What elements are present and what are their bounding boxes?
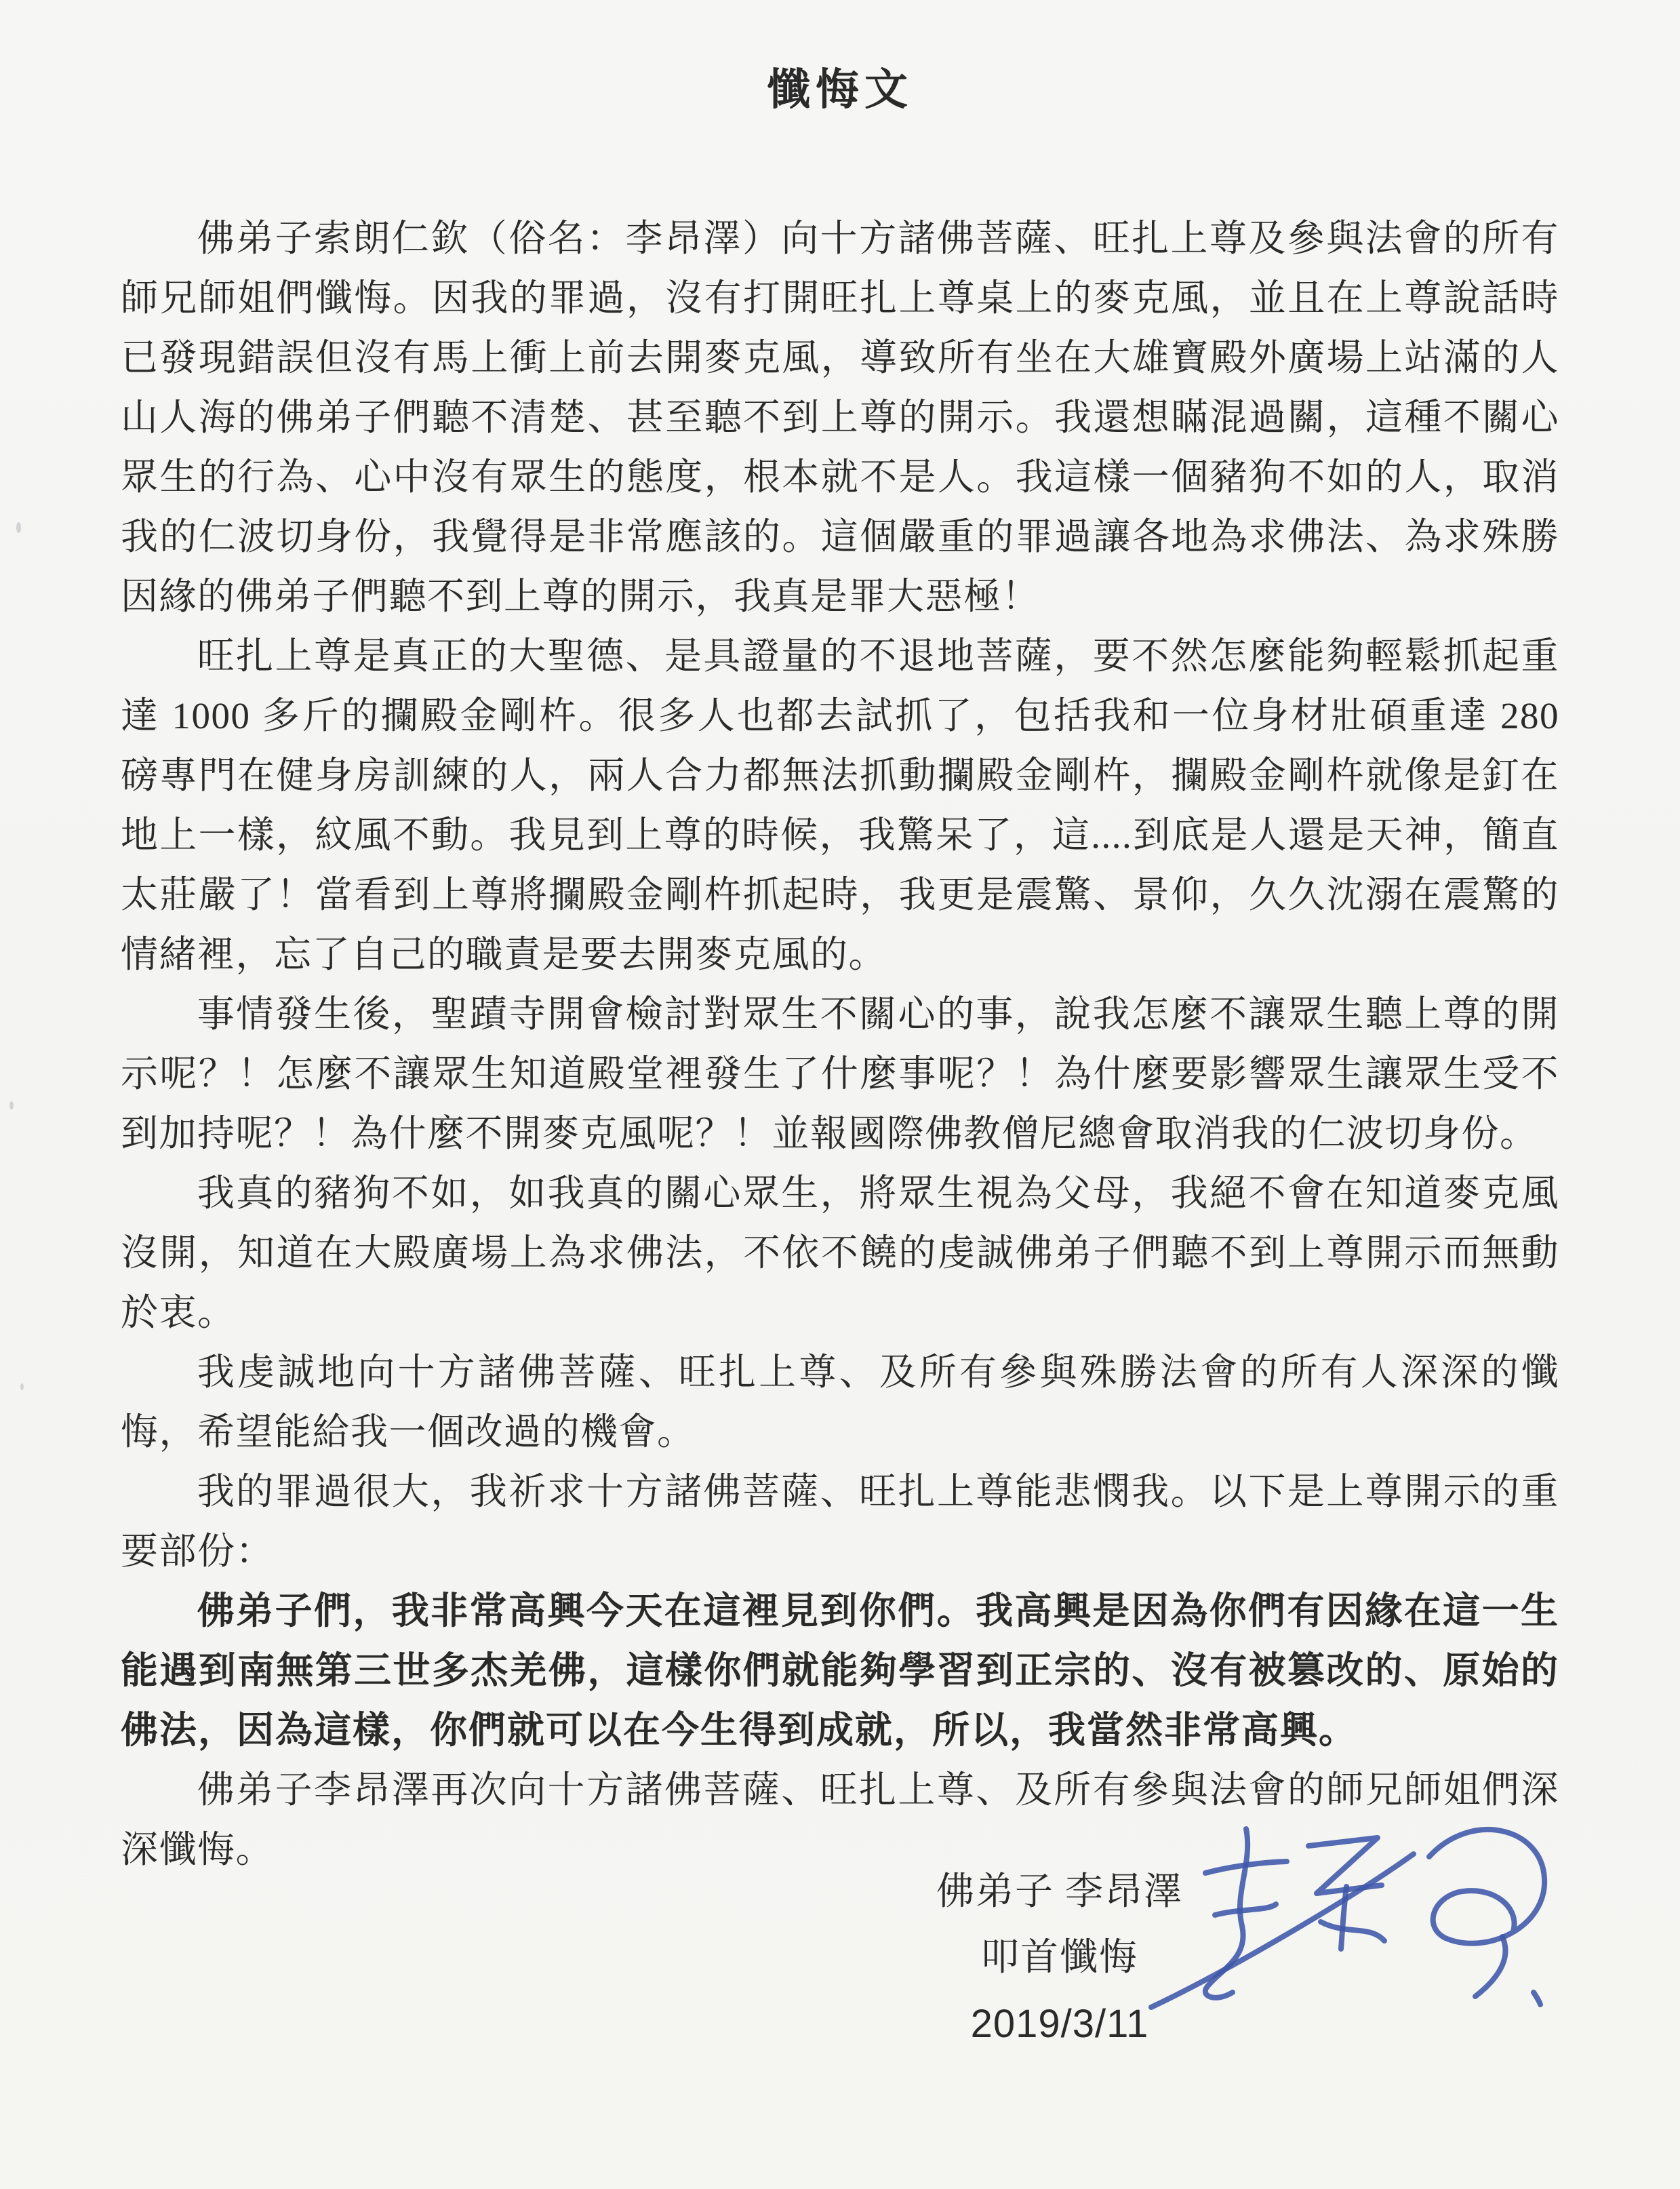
scan-speck xyxy=(16,522,21,533)
master-teaching-excerpt: 佛弟子們，我非常高興今天在這裡見到你們。我高興是因為你們有因緣在這一生能遇到南無第三世多杰羌佛，這樣你們就能夠學習到正宗的、沒有被篡改的、原始的佛法，因為這樣，你們就可以在今生得到成就，所以，我當然非常高興。 xyxy=(121,1590,1559,1751)
paragraph-8: 佛弟子李昂澤再次向十方諸佛菩薩、旺扎上尊、及所有參與法會的師兄師姐們深深懺悔。 xyxy=(121,1769,1559,1870)
date-text: 2019/3/11 xyxy=(970,2002,1149,2046)
scan-speck xyxy=(20,1383,24,1390)
salute-text: 叩首懺悔 xyxy=(981,1937,1138,1979)
paragraph-4: 我真的豬狗不如，如我真的關心眾生，將眾生視為父母，我絕不會在知道麥克風沒開，知道在大殿廣場上為求佛法，不依不饒的虔誠佛弟子們聽不到上尊開示而無動於衷。 xyxy=(121,1172,1559,1333)
paragraph-2: 旺扎上尊是真正的大聖德、是具證量的不退地菩薩，要不然怎麼能夠輕鬆抓起重達 1000 多斤的攔殿金剛杵。很多人也都去試抓了，包括我和一位身材壯碩重達 280 磅專門在健身房訓練的人，兩人合力都無法抓動攔殿金剛杵，攔殿金剛杵就像是釘在地上一樣，紋風不動。我見到上尊的時候，我驚呆了，這....到底是人還是天神，簡直太莊嚴了！當看到上尊將攔殿金剛杵抓起時，我更是震驚、景仰，久久沈溺在震驚的情緒裡，忘了自己的職責是要去開麥克風的。 xyxy=(121,635,1559,975)
paragraph-1: 佛弟子索朗仁欽（俗名：李昂澤）向十方諸佛菩薩、旺扎上尊及參與法會的所有師兄師姐們懺悔。因我的罪過，沒有打開旺扎上尊桌上的麥克風，並且在上尊說話時已發現錯誤但沒有馬上衝上前去開麥克風，導致所有坐在大雄寶殿外廣場上站滿的人山人海的佛弟子們聽不清楚、甚至聽不到上尊的開示。我還想瞞混過關，這種不關心眾生的行為、心中沒有眾生的態度，根本就不是人。我這樣一個豬狗不如的人，取消我的仁波切身份，我覺得是非常應該的。這個嚴重的罪過讓各地為求佛法、為求殊勝因緣的佛弟子們聽不到上尊的開示，我真是罪大惡極！ xyxy=(121,218,1559,617)
handwritten-signature-icon xyxy=(1105,1792,1580,2036)
paragraph-6: 我的罪過很大，我祈求十方諸佛菩薩、旺扎上尊能悲憫我。以下是上尊開示的重要部份： xyxy=(121,1471,1559,1572)
scan-speck xyxy=(9,1101,14,1109)
document-body xyxy=(121,58,1559,1880)
signer-name: 佛弟子 李昂澤 xyxy=(936,1871,1183,1913)
paragraph-5: 我虔誠地向十方諸佛菩薩、旺扎上尊、及所有參與殊勝法會的所有人深深的懺悔，希望能給我一個改過的機會。 xyxy=(121,1352,1559,1453)
page-title: 懺悔文 xyxy=(767,66,913,114)
paragraph-3: 事情發生後，聖蹟寺開會檢討對眾生不關心的事，說我怎麼不讓眾生聽上尊的開示呢？！怎麼不讓眾生知道殿堂裡發生了什麼事呢？！為什麼要影響眾生讓眾生受不到加持呢？！為什麼不開麥克風呢？！並報國際佛教僧尼總會取消我的仁波切身份。 xyxy=(121,993,1559,1154)
